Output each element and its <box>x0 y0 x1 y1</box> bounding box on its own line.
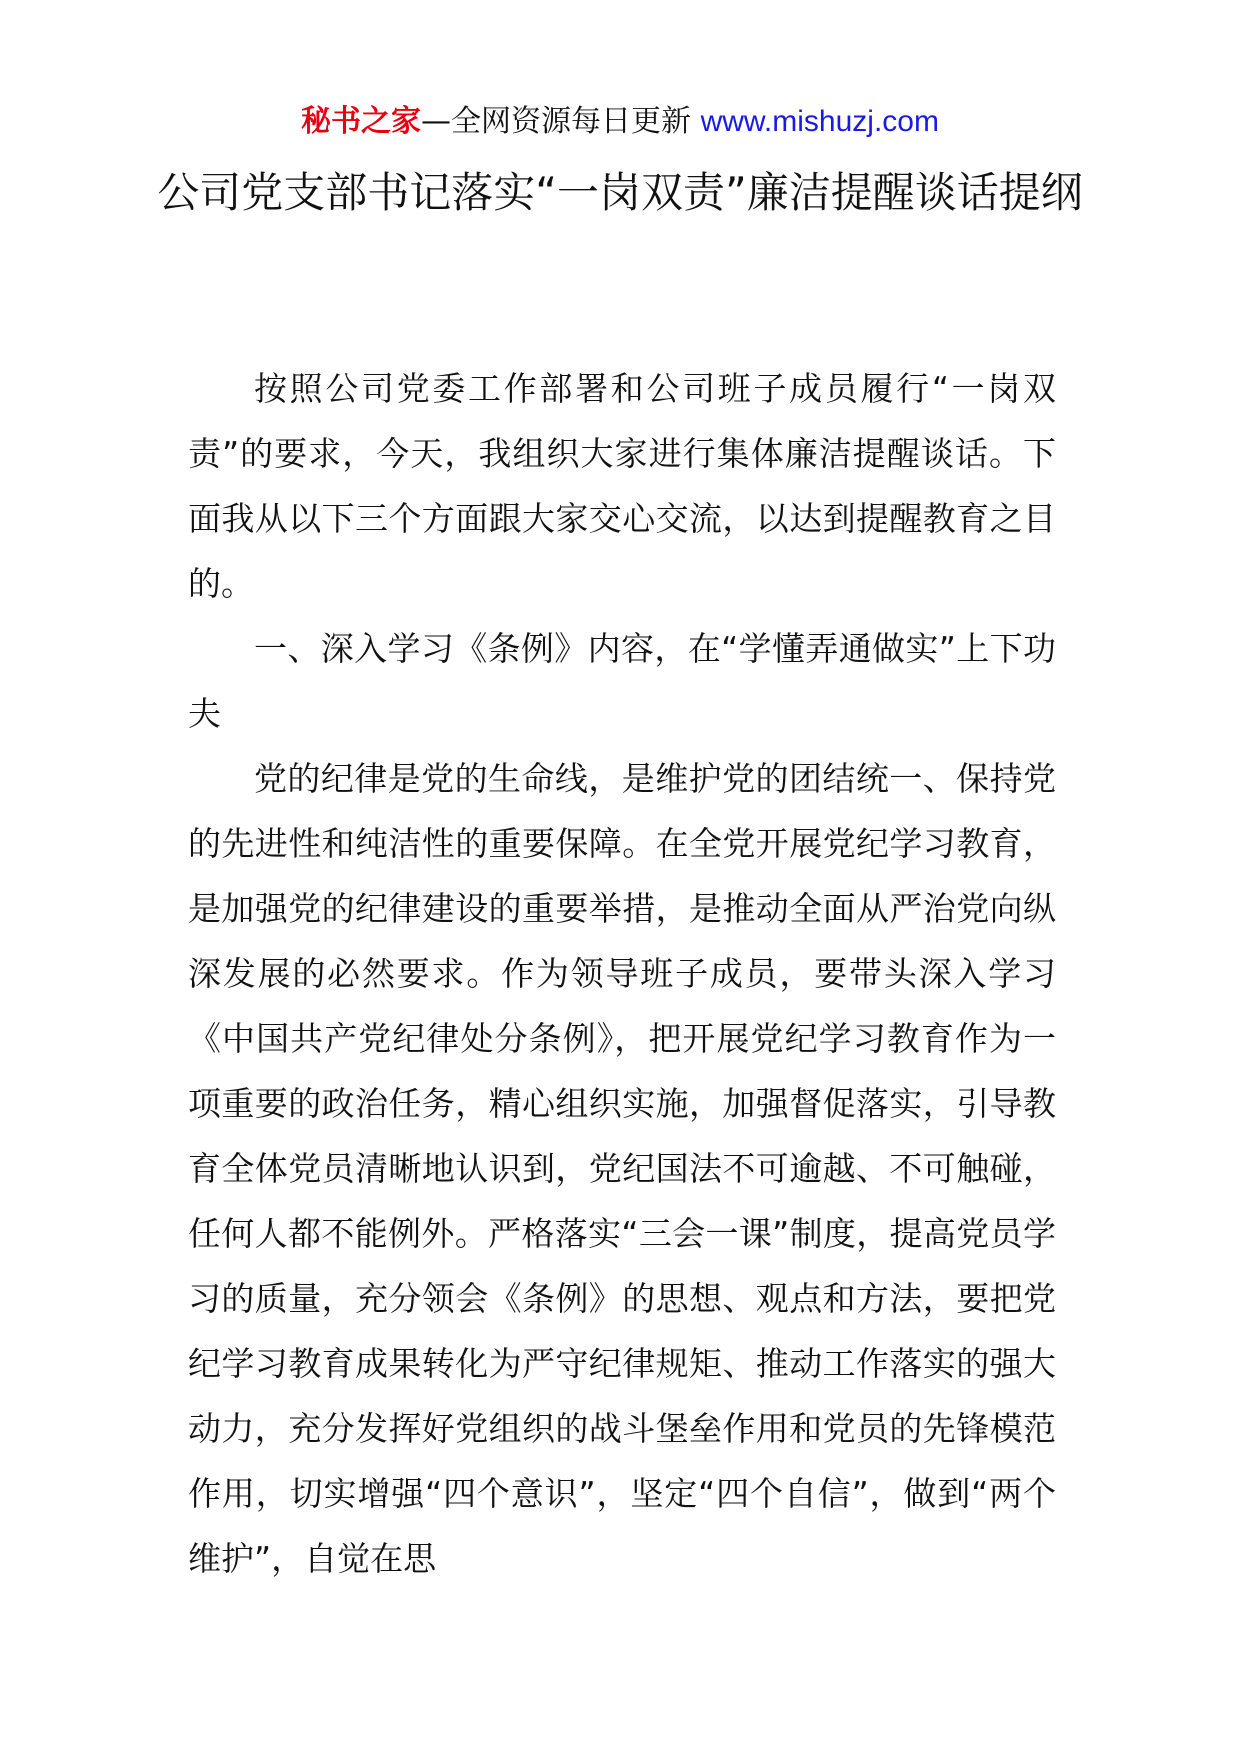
site-banner <box>0 100 1240 144</box>
document-title: 公司党支部书记落实“一岗双责”廉洁提醒谈话提纲 <box>157 168 1083 217</box>
banner-tagline: —全网资源每日更新 <box>421 104 692 139</box>
brand-name: 秘书之家 <box>301 104 422 139</box>
document-body <box>188 356 1056 1591</box>
paragraph-section-1: 党的纪律是党的生命线，是维护党的团结统一、保持党的先进性和纯洁性的重要保障。在全党开展党纪学习教育，是加强党的纪律建设的重要举措，是推动全面从严治党向纵深发展的必然要求。作为领导班子成员，要带头深入学习《中国共产党纪律处分条例》，把开展党纪学习教育作为一项重要的政治任务，精心组织实施，加强督促落实，引导教育全体党员清晰地认识到，党纪国法不可逾越、不可触碰，任何人都不能例外。严格落实“三会一课”制度，提高党员学习的质量，充分领会《条例》的思想、观点和方法，要把党纪学习教育成果转化为严守纪律规矩、推动工作落实的强大动力，充分发挥好党组织的战斗堡垒作用和党员的先锋模范作用，切实增强“四个意识”，坚定“四个自信”，做到“两个维护”，自觉在思 <box>188 759 1056 1578</box>
site-url-link[interactable]: www.mishuzj.com <box>700 105 939 138</box>
section-heading-1: 一、深入学习《条例》内容，在“学懂弄通做实”上下功夫 <box>188 629 1056 733</box>
paragraph-intro: 按照公司党委工作部署和公司班子成员履行“一岗双责”的要求，今天，我组织大家进行集体廉洁提醒谈话。下面我从以下三个方面跟大家交心交流，以达到提醒教育之目的。 <box>188 369 1056 603</box>
